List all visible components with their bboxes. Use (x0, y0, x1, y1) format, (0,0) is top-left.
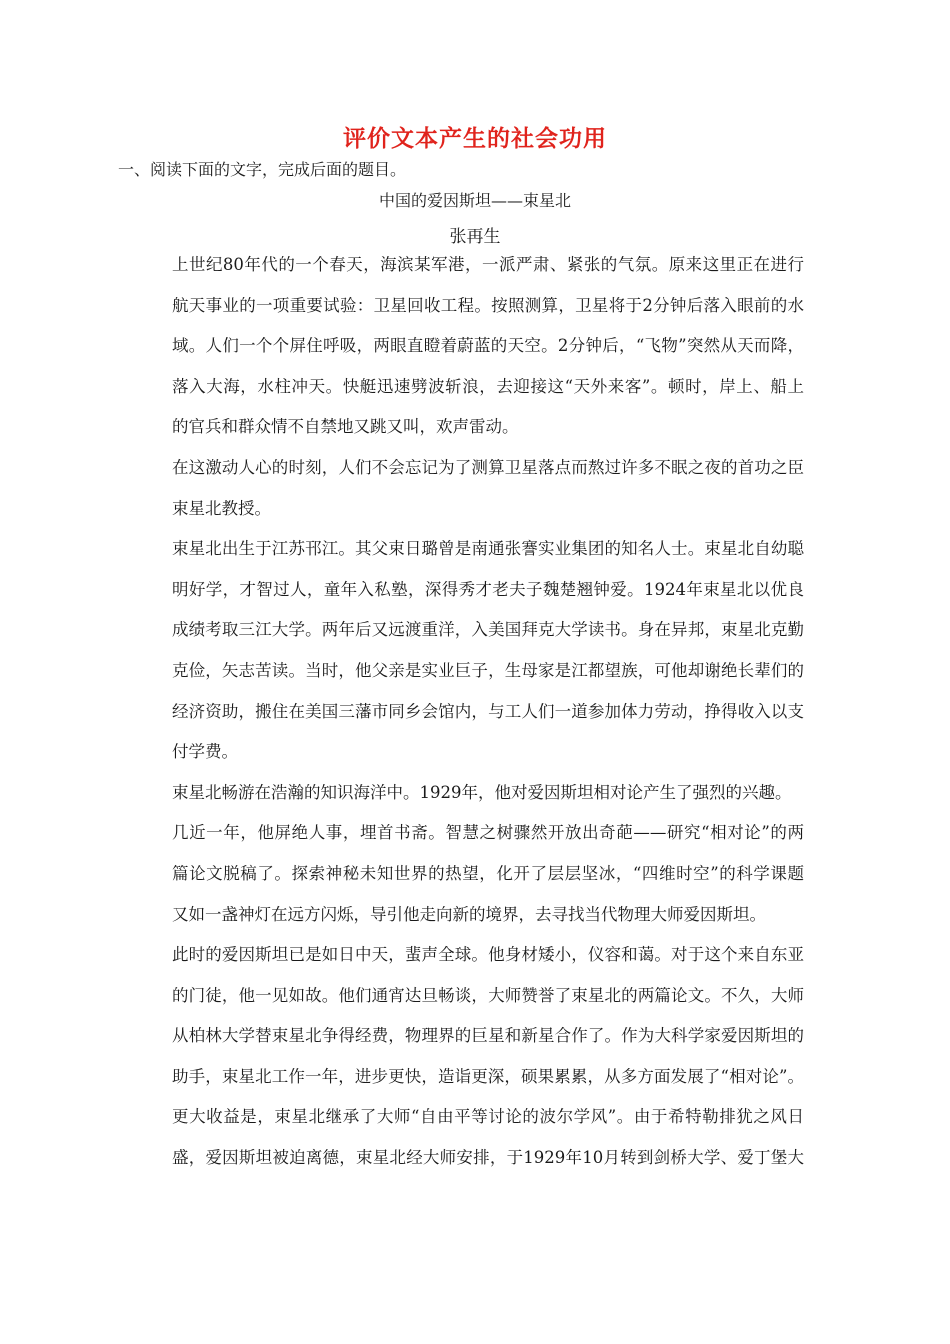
body-line: 克俭，矢志苦读。当时，他父亲是实业巨子，生母家是江都望族，可他却谢绝长辈们的 (172, 660, 804, 680)
body-line: 束星北出生于江苏邗江。其父束日璐曾是南通张謇实业集团的知名人士。束星北自幼聪 (172, 539, 804, 559)
body-line: 束星北畅游在浩瀚的知识海洋中。1929年，他对爱因斯坦相对论产生了强烈的兴趣。 (172, 782, 792, 802)
body-line: 在这激动人心的时刻，人们不会忘记为了测算卫星落点而熬过许多不眠之夜的首功之臣 (172, 457, 804, 477)
article-body (172, 249, 832, 1183)
instruction-text: 一、阅读下面的文字，完成后面的题目。 (118, 160, 407, 179)
body-line: 经济资助，搬住在美国三藩市同乡会馆内，与工人们一道参加体力劳动，挣得收入以支 (172, 701, 804, 721)
body-line: 明好学，才智过人，童年入私塾，深得秀才老夫子魏楚翘钟爱。1924年束星北以优良 (172, 579, 804, 599)
body-line: 成绩考取三江大学。两年后又远渡重洋，入美国拜克大学读书。身在异邦，束星北克勤 (172, 620, 804, 640)
body-line: 航天事业的一项重要试验：卫星回收工程。按照测算，卫星将于2分钟后落入眼前的水 (172, 295, 804, 315)
body-line: 又如一盏神灯在远方闪烁，导引他走向新的境界，去寻找当代物理大师爱因斯坦。 (172, 904, 766, 924)
body-line: 的门徒，他一见如故。他们通宵达旦畅谈，大师赞誉了束星北的两篇论文。不久，大师 (172, 985, 804, 1005)
body-line: 此时的爱因斯坦已是如日中天，蜚声全球。他身材矮小，仪容和蔼。对于这个来自东亚 (172, 945, 804, 965)
body-line: 束星北教授。 (172, 498, 271, 518)
body-line: 从柏林大学替束星北争得经费，物理界的巨星和新星合作了。作为大科学家爱因斯坦的 (172, 1026, 804, 1046)
body-line: 域。人们一个个屏住呼吸，两眼直瞪着蔚蓝的天空。2分钟后，“飞物”突然从天而降， (172, 336, 804, 356)
body-line: 几近一年，他屏绝人事，埋首书斋。智慧之树骤然开放出奇葩——研究“相对论”的两 (172, 823, 804, 843)
body-line: 助手，束星北工作一年，进步更快，造诣更深，硕果累累，从多方面发展了“相对论”。 (172, 1066, 804, 1086)
body-line: 篇论文脱稿了。探索神秘未知世界的热望，化开了层层坚冰，“四维时空”的科学课题 (172, 863, 804, 883)
body-line: 的官兵和群众情不自禁地又跳又叫，欢声雷动。 (172, 417, 519, 437)
article-title: 中国的爱因斯坦——束星北 (378, 191, 571, 210)
page-title: 评价文本产生的社会功用 (343, 126, 607, 152)
body-line: 付学费。 (172, 742, 238, 762)
body-line: 更大收益是，束星北继承了大师“自由平等讨论的波尔学风”。由于希特勒排犹之风日 (172, 1107, 804, 1127)
body-line: 上世纪80年代的一个春天，海滨某军港，一派严肃、紧张的气氛。原来这里正在进行 (172, 255, 804, 274)
body-line: 落入大海，水柱冲天。快艇迅速劈波斩浪，去迎接这“天外来客”。顿时，岸上、船上 (172, 376, 804, 396)
body-line: 盛，爱因斯坦被迫离德，束星北经大师安排，于1929年10月转到剑桥大学、爱丁堡大 (172, 1148, 804, 1168)
article-author: 张再生 (449, 227, 501, 247)
